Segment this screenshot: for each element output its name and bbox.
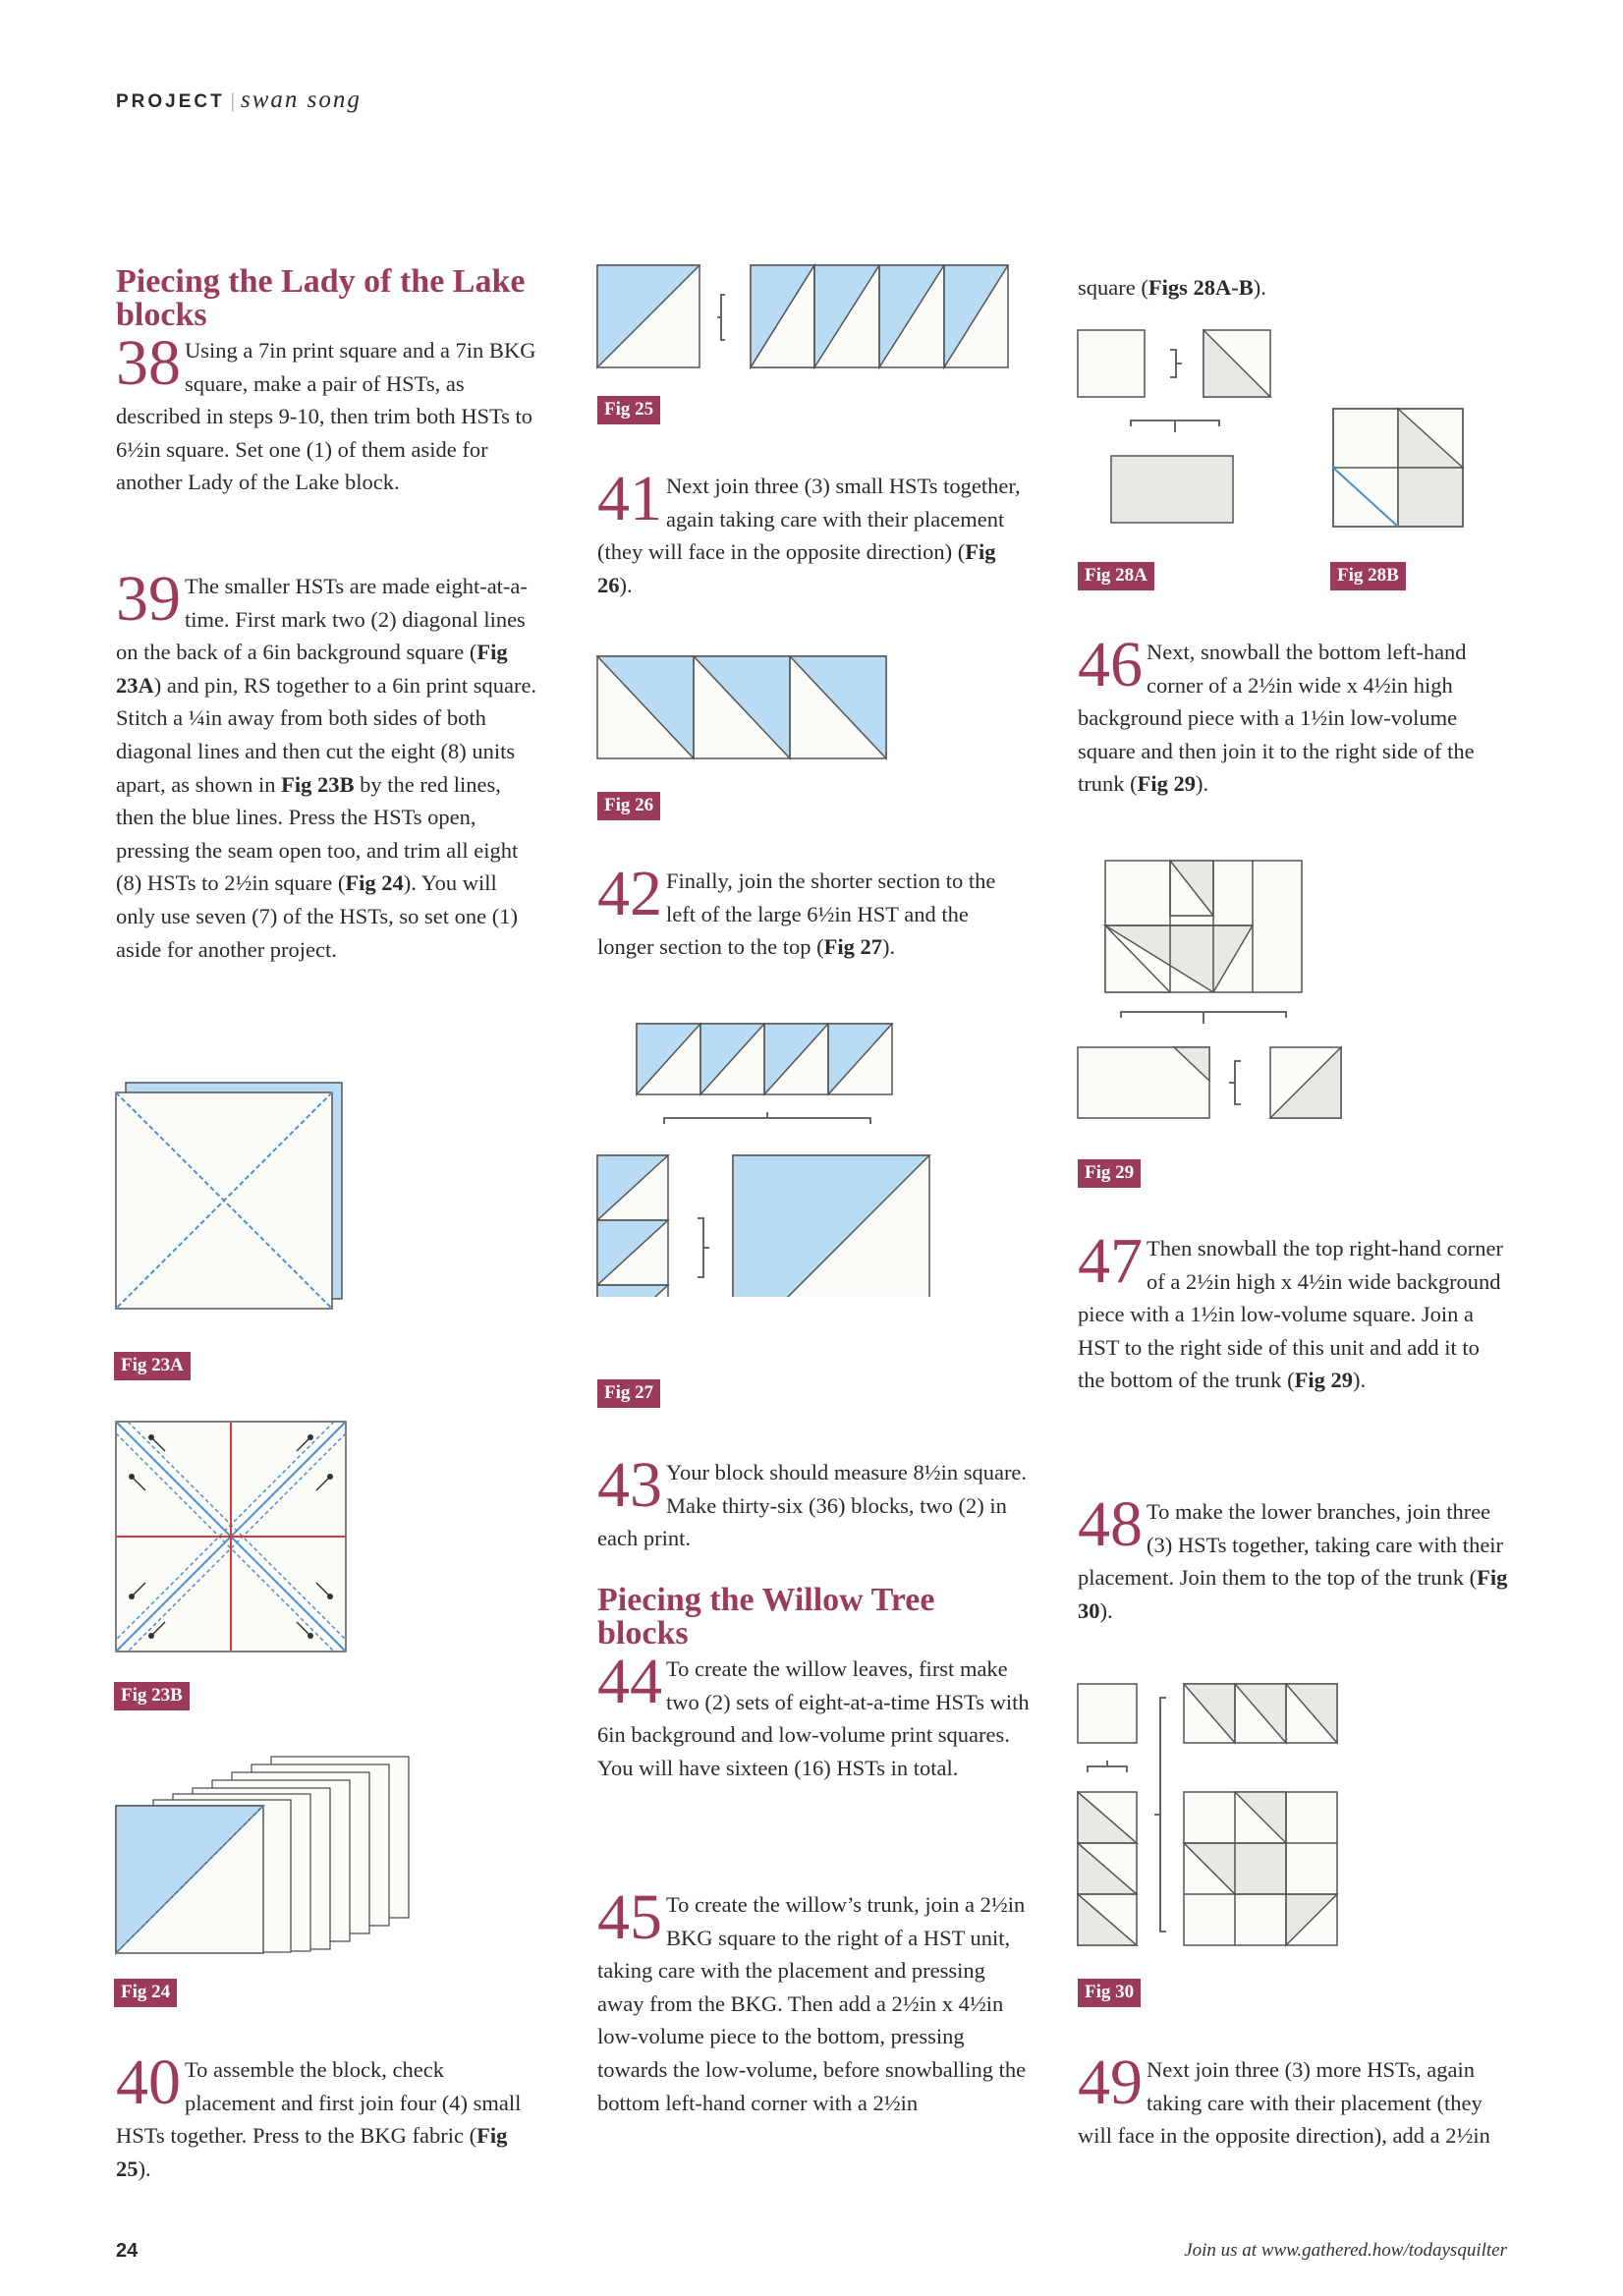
fig-ref: Fig 29 [1137, 771, 1196, 797]
step-39 [116, 563, 538, 966]
header-project: swan song [240, 86, 362, 113]
step-text: ). [1196, 771, 1209, 797]
step-45 [597, 1881, 1030, 2119]
header-kicker: PROJECT [116, 91, 225, 112]
step-number: 49 [1078, 2046, 1143, 2118]
fig-label-28b: Fig 28B [1330, 562, 1406, 590]
step-text: Next join three (3) more HSTs, again taking care with their placement (they will face in the opposite direction), add a 2½in [1078, 2057, 1490, 2149]
step-text: ). [619, 572, 633, 597]
section-heading-lady: Piecing the Lady of the Lake blocks [116, 263, 526, 333]
fig-label-30: Fig 30 [1078, 1979, 1141, 2007]
step-45-cont [1078, 271, 1510, 305]
step-text: ). [138, 2156, 151, 2181]
footer-url: Join us at www.gathered.how/todaysquilter [1184, 2240, 1507, 2261]
fig-label-24: Fig 24 [114, 1979, 177, 2007]
step-42-block [597, 858, 1030, 964]
fig-ref: Fig 29 [1294, 1368, 1353, 1393]
step-text: To assemble the block, check placement and first join four (4) small HSTs together. Press to the BKG fabric ( [116, 2057, 522, 2149]
fig-ref: Fig 26 [597, 539, 996, 597]
step-47 [1078, 1225, 1510, 1397]
fig-27-diagram [595, 1022, 939, 1297]
fig-26-diagram [595, 654, 900, 762]
step-text: To create the willow’s trunk, join a 2½in BKG square to the right of a HST unit, taking care with the placement and pressing away from the BKG. Then add a 2½in x 4½in low-volume piece to the bottom, pressing towards the low-volume, before snowballing the bottom left-hand corner with a 2½in [597, 1892, 1027, 2115]
step-39-block [116, 563, 538, 966]
step-number: 44 [597, 1646, 662, 1717]
step-number: 41 [597, 463, 662, 534]
step-text: To make the lower branches, join three (3) HSTs together, taking care with their placement. Join them to the top of the trunk ( [1078, 1499, 1504, 1591]
step-text: Using a 7in print square and a 7in BKG square, make a pair of HSTs, as described in steps 9-10, then trim both HSTs to 6½in square. Set one (1) of them aside for another Lady of the Lake block. [116, 338, 536, 495]
fig-ref: Fig 25 [116, 2123, 508, 2181]
step-number: 38 [116, 327, 181, 399]
section-heading-willow: Piecing the Willow Tree blocks [597, 1582, 935, 1652]
step-text: ). You will only use seven (7) of the HSTs, so set one (1) aside for another project. [116, 870, 518, 962]
step-text: Your block should measure 8½in square. Make thirty-six (36) blocks, two (2) in each print. [597, 1460, 1028, 1551]
fig-label-28a: Fig 28A [1078, 562, 1154, 590]
step-text: ). [1352, 1368, 1367, 1393]
fig-25-diagram [595, 263, 1018, 371]
step-49 [1078, 2046, 1510, 2153]
step-number: 47 [1078, 1225, 1143, 1297]
step-text: ) and pin, RS together to a 6in print square. Stitch a ¼in away from both sides of both diagonal lines and then cut the eight (8) units apart, as shown in [116, 672, 537, 797]
step-text: ). [881, 934, 896, 960]
step-49-block [1078, 2046, 1510, 2153]
step-number: 46 [1078, 629, 1143, 700]
step-44 [597, 1646, 1030, 1784]
fig-ref: Fig 30 [1078, 1565, 1508, 1623]
step-text: Finally, join the shorter section to the left of the large 6½in HST and the longer section to the top ( [597, 868, 996, 960]
step-text: ). [1253, 275, 1266, 300]
header-separator: | [230, 88, 235, 112]
step-45-block [597, 1881, 1030, 2119]
fig-ref: Fig 24 [345, 870, 404, 896]
step-43 [597, 1449, 1030, 1555]
fig-ref: Fig 27 [823, 934, 882, 960]
step-number: 48 [1078, 1488, 1143, 1560]
step-text: by the red lines, then the blue lines. Press the HSTs open, pressing the seam open too, and trim all eight (8) HSTs to 2½in square ( [116, 771, 519, 896]
step-48-block [1078, 1488, 1510, 1627]
step-40 [116, 2046, 538, 2185]
step-number: 45 [597, 1881, 662, 1953]
willow-section [597, 1584, 1030, 1784]
running-header [116, 86, 362, 114]
step-38 [116, 327, 538, 499]
fig-29-diagram [1076, 855, 1371, 1130]
step-text: Next join three (3) small HSTs together, again taking care with their placement (they will face in the opposite direction) ( [597, 474, 1021, 565]
step-43-block [597, 1449, 1030, 1555]
step-45-continued [1078, 271, 1510, 305]
step-text: square ( [1078, 275, 1148, 300]
step-text: ). [1099, 1597, 1113, 1623]
step-47-block [1078, 1225, 1510, 1397]
fig-label-25: Fig 25 [597, 396, 660, 424]
step-text: The smaller HSTs are made eight-at-a-time. First mark two (2) diagonal lines on the back of a 6in background square ( [116, 574, 528, 665]
step-text: Then snowball the top right-hand corner of a 2½in high x 4½in wide background piece with a 1½in low-volume square. Join a HST to the right side of this unit and add it to the bottom of the trunk ( [1078, 1236, 1504, 1393]
fig-23b-diagram [114, 1420, 350, 1655]
fig-24-diagram [114, 1749, 419, 1955]
step-text: To create the willow leaves, first make two (2) sets of eight-at-a-time HSTs with 6in background and low-volume print squares. You will have sixteen (16) HSTs in total. [597, 1656, 1030, 1780]
step-number: 40 [116, 2046, 181, 2118]
column-1 [116, 265, 538, 499]
step-48 [1078, 1488, 1510, 1627]
step-42 [597, 858, 1030, 964]
step-number: 42 [597, 858, 662, 929]
fig-label-23a: Fig 23A [114, 1352, 191, 1380]
fig-ref: Fig 23B [281, 771, 355, 797]
step-40-block [116, 2046, 538, 2185]
fig-28-diagram [1076, 324, 1508, 531]
step-46 [1078, 629, 1510, 801]
fig-label-26: Fig 26 [597, 792, 660, 820]
fig-label-29: Fig 29 [1078, 1159, 1141, 1188]
fig-ref: Figs 28A-B [1147, 275, 1254, 300]
fig-30-diagram [1076, 1682, 1351, 1957]
step-46-block [1078, 629, 1510, 801]
step-41-block [597, 463, 1030, 601]
step-41 [597, 463, 1030, 601]
fig-label-23b: Fig 23B [114, 1682, 190, 1710]
fig-ref: Fig 23A [116, 640, 508, 698]
step-number: 39 [116, 563, 181, 635]
page-number: 24 [116, 2240, 139, 2262]
step-number: 43 [597, 1449, 662, 1521]
step-text: Next, snowball the bottom left-hand corner of a 2½in wide x 4½in high background piece with a 1½in low-volume square and then join it to the right side of the trunk ( [1078, 640, 1475, 797]
fig-23a-diagram [114, 1081, 350, 1316]
fig-label-27: Fig 27 [597, 1379, 660, 1408]
